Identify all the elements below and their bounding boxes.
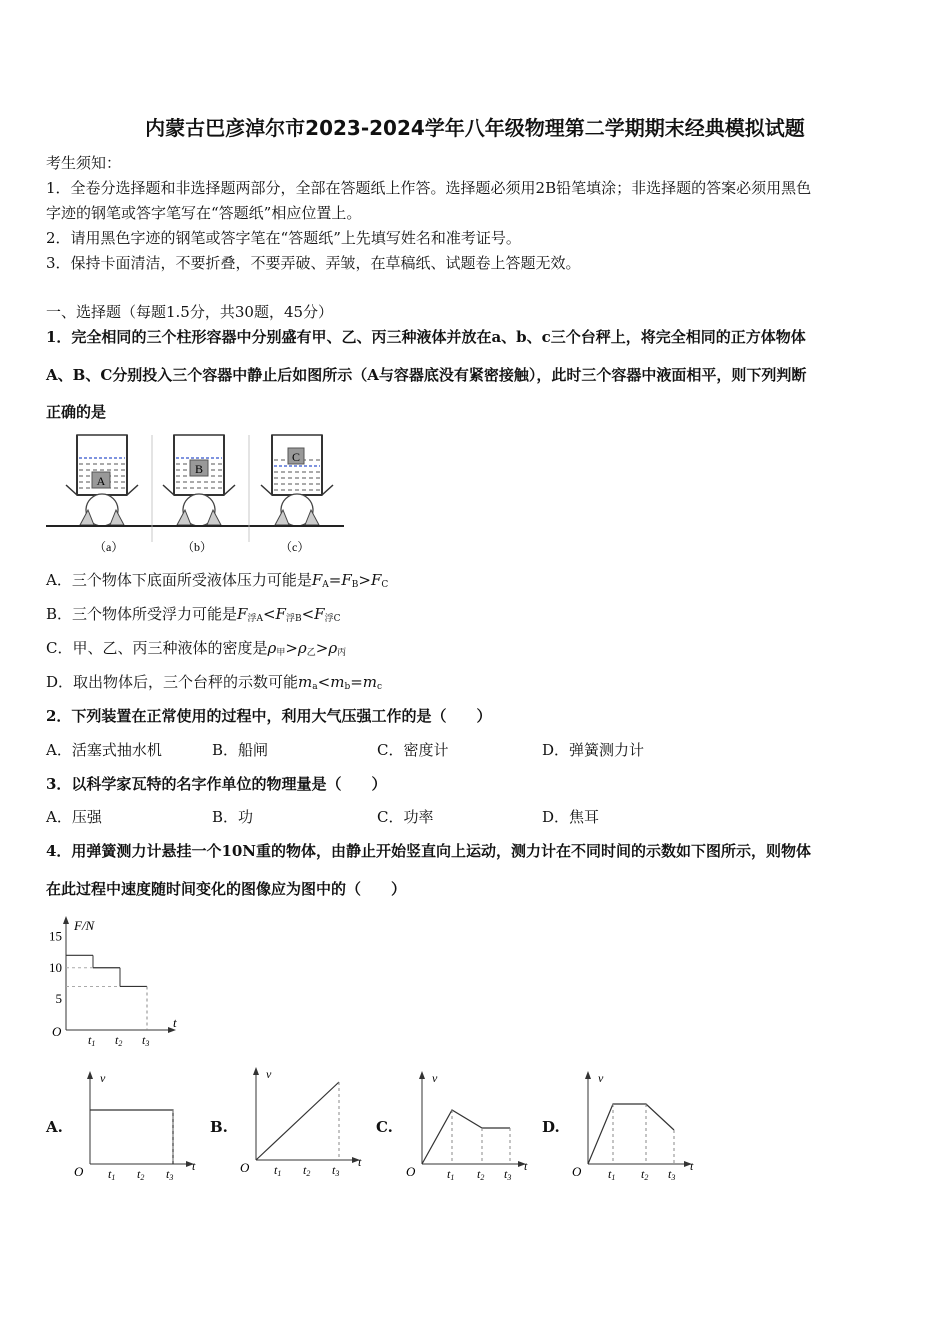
q1-option-b[interactable]: B．三个物体所受浮力可能是$F_{浮A}<F_{浮B}<F_{浮C}$ <box>46 605 341 624</box>
q4-graph-a[interactable] <box>70 1066 205 1186</box>
scale-a <box>66 435 138 554</box>
q4-option-a-label[interactable]: A. <box>46 1118 63 1136</box>
q3-stem: 3．以科学家瓦特的名字作单位的物理量是（ ） <box>46 775 387 793</box>
v-label: v <box>432 1071 438 1085</box>
v-label: v <box>100 1071 106 1085</box>
q1-line1: 1．完全相同的三个柱形容器中分别盛有甲、乙、丙三种液体并放在a、b、c三个台秤上，将完全相同的正方体物体 <box>46 328 806 346</box>
block-a-label: A <box>96 474 106 488</box>
x-tick-t2: t2 <box>303 1163 311 1178</box>
t-label: t <box>358 1155 362 1169</box>
y-tick-10: 10 <box>49 959 62 975</box>
q4-option-d-label[interactable]: D. <box>542 1118 560 1136</box>
q2-option-c[interactable]: C．密度计 <box>377 741 449 759</box>
x-tick-t1: t1 <box>88 1033 96 1047</box>
q4-graph-c[interactable] <box>402 1066 537 1186</box>
q1-figure <box>44 430 349 560</box>
caption-a: （a） <box>94 540 124 554</box>
origin-label: O <box>240 1160 250 1175</box>
t-label: t <box>690 1159 694 1173</box>
t-label: t <box>524 1159 528 1173</box>
x-tick-t1: t1 <box>447 1167 455 1182</box>
x-tick-t1: t1 <box>608 1167 616 1182</box>
origin-label: O <box>52 1024 62 1039</box>
caption-b: （b） <box>182 540 213 554</box>
notice-item-3: 3．保持卡面清洁，不要折叠，不要弄破、弄皱，在草稿纸、试题卷上答题无效。 <box>46 254 581 272</box>
x-axis-label: t <box>173 1015 177 1030</box>
x-tick-t2: t2 <box>137 1167 145 1182</box>
block-c-label: C <box>291 450 301 464</box>
v-curve <box>256 1082 339 1160</box>
y-axis-label: F/N <box>74 918 95 933</box>
x-tick-t2: t2 <box>477 1167 485 1182</box>
x-tick-t3: t3 <box>166 1167 174 1182</box>
q4-line2: 在此过程中速度随时间变化的图像应为图中的（ ） <box>46 880 407 898</box>
notice-item-1a: 1．全卷分选择题和非选择题两部分，全部在答题纸上作答。选择题必须用2B铅笔填涂；非选择题的答案必须用黑色 <box>46 179 812 197</box>
scale-c <box>261 435 333 554</box>
v-curve <box>588 1104 674 1164</box>
q2-option-d[interactable]: D．弹簧测力计 <box>542 741 645 759</box>
q3-option-b[interactable]: B．功 <box>212 808 254 826</box>
origin-label: O <box>74 1164 84 1179</box>
v-label: v <box>266 1067 272 1081</box>
q1-line3: 正确的是 <box>46 403 107 421</box>
q3-option-c[interactable]: C．功率 <box>377 808 434 826</box>
q2-option-b[interactable]: B．船闸 <box>212 741 269 759</box>
caption-c: （c） <box>280 540 310 554</box>
x-tick-t3: t3 <box>332 1163 340 1178</box>
notice-item-1b: 字迹的钢笔或答字笔写在“答题纸”相应位置上。 <box>46 204 362 222</box>
q4-graph-b[interactable] <box>236 1062 371 1182</box>
x-tick-t1: t1 <box>274 1163 282 1178</box>
x-tick-t3: t3 <box>668 1167 676 1182</box>
x-tick-t1: t1 <box>108 1167 116 1182</box>
x-tick-t3: t3 <box>142 1033 150 1047</box>
q2-stem: 2．下列装置在正常使用的过程中，利用大气压强工作的是（ ） <box>46 707 492 725</box>
q3-option-a[interactable]: A．压强 <box>46 808 102 826</box>
exam-title: 内蒙古巴彦淖尔市2023-2024学年八年级物理第二学期期末经典模拟试题 <box>145 116 805 140</box>
q4-line1: 4．用弹簧测力计悬挂一个10N重的物体，由静止开始竖直向上运动，测力计在不同时间的示数如下图所示，则物体 <box>46 842 812 860</box>
q1-option-a[interactable]: A．三个物体下底面所受液体压力可能是$F_A=F_B>F_C$ <box>46 571 389 590</box>
y-tick-15: 15 <box>49 928 62 944</box>
x-tick-t2: t2 <box>115 1033 123 1047</box>
origin-label: O <box>572 1164 582 1179</box>
notice-item-2: 2．请用黑色字迹的钢笔或答字笔在“答题纸”上先填写姓名和准考证号。 <box>46 229 521 247</box>
section-heading: 一、选择题（每题1.5分，共30题，45分） <box>46 303 334 321</box>
x-tick-t2: t2 <box>641 1167 649 1182</box>
q1-option-d[interactable]: D．取出物体后，三个台秤的示数可能$m_a<m_b=m_c$ <box>46 673 383 692</box>
v-curve <box>422 1110 510 1164</box>
q4-option-b-label[interactable]: B. <box>210 1118 228 1136</box>
force-time-chart <box>40 912 190 1047</box>
block-b-label: B <box>194 462 204 476</box>
t-label: t <box>192 1159 196 1173</box>
q4-graph-d[interactable] <box>568 1066 703 1186</box>
y-tick-5: 5 <box>55 990 62 1006</box>
q4-option-c-label[interactable]: C. <box>376 1118 393 1136</box>
q2-option-a[interactable]: A．活塞式抽水机 <box>46 741 162 759</box>
q1-option-c[interactable]: C．甲、乙、丙三种液体的密度是$\rho_甲>\rho_乙>\rho_丙$ <box>46 639 347 658</box>
v-curve <box>90 1110 173 1164</box>
x-tick-t3: t3 <box>504 1167 512 1182</box>
v-label: v <box>598 1071 604 1085</box>
origin-label: O <box>406 1164 416 1179</box>
force-series <box>66 955 147 1030</box>
scale-b <box>163 435 235 554</box>
q3-option-d[interactable]: D．焦耳 <box>542 808 600 826</box>
q1-line2: A、B、C分别投入三个容器中静止后如图所示（A与容器底没有紧密接触），此时三个容器中液面相平，则下列判断 <box>46 366 807 384</box>
notice-heading: 考生须知： <box>46 154 122 172</box>
